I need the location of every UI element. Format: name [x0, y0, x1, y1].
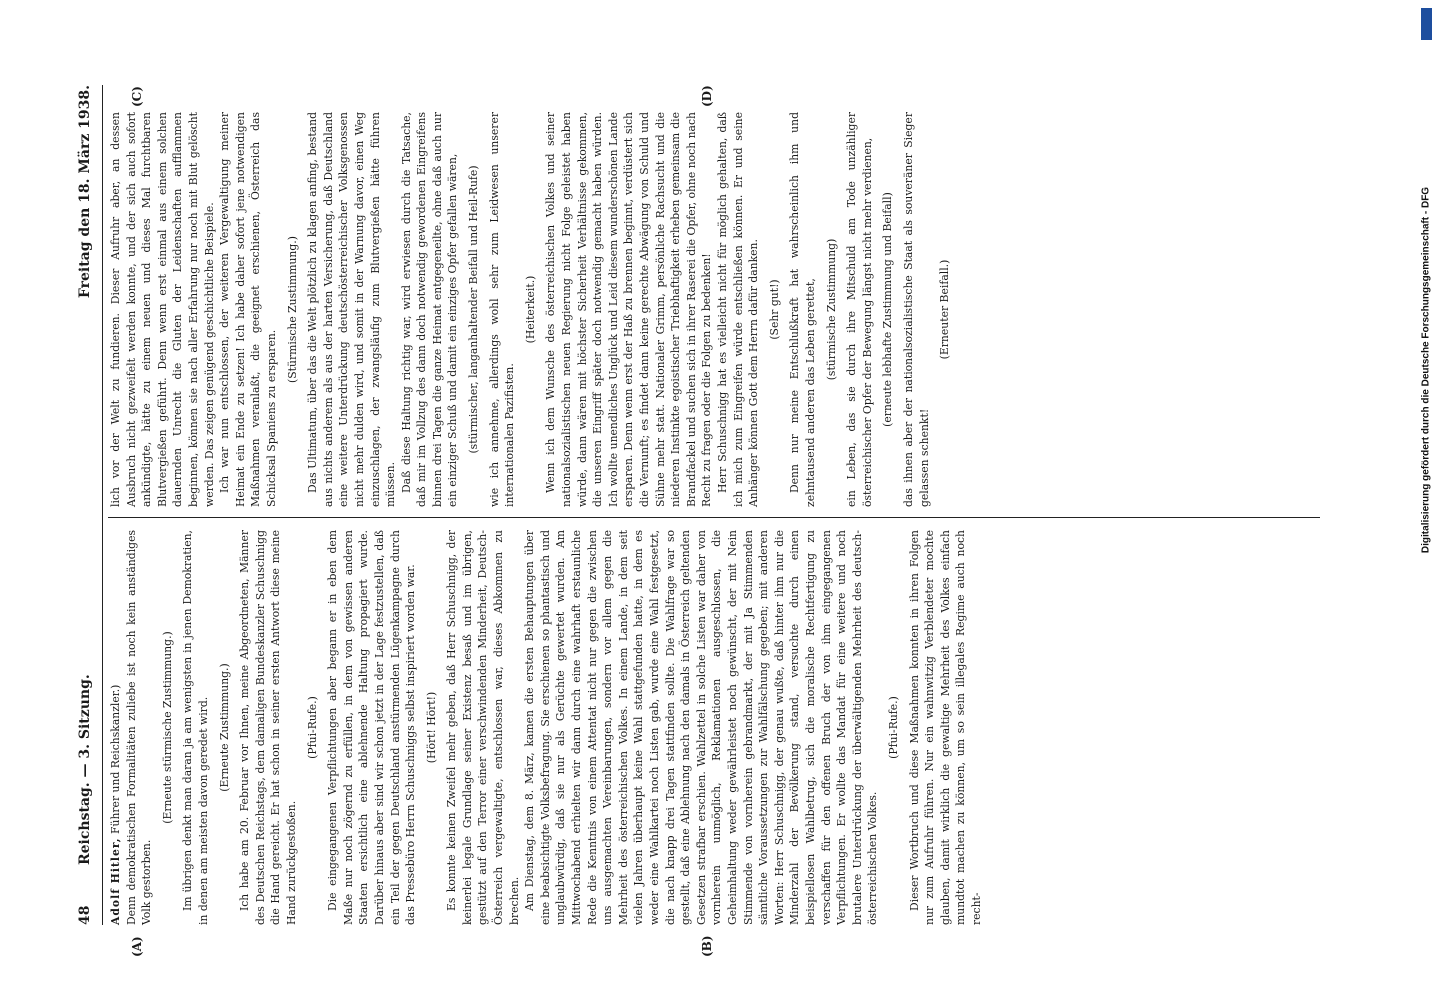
reaction: (Pfui-Rufe.): [886, 696, 900, 759]
paragraph: Ich war nun entschlossen, der weiteren Vergewaltigung meiner Heimat ein Ende zu setzen! Ich habe daher sofort jene notwendigen Maßnahmen veranlaßt, die geeignet erschienen, Österreich das Schicksal Spaniens zu ersparen.: [218, 112, 278, 507]
right-column: [108, 112, 958, 507]
reaction: (Erneuter Beifall.): [938, 259, 952, 360]
paragraph: Dieser Wortbruch und diese Maßnahmen konnten in ihren Folgen nur zum Aufruhr führen. Nur ein wahnwitzig Verblendeter mochte glauben, damit wirklich die gewaltige Mehrheit des Volkes einfach mundtot machen zu können, um so sein illegales Regime auch noch recht-: [907, 530, 983, 925]
paragraph: Wenn ich dem Wunsche des österreichischen Volkes und seiner nationalsozialistischen neuen Regierung nicht Folge geleistet haben würde, dann wären mit höchster Sicherheit Verhältnisse gekommen, die unseren Eingriff später doch notwendig gemacht haben würden. Ich wollte unendliches Unglück und Leid diesem wunderschönen Lande ersparen. Denn wenn erst der Haß zu brennen beginnt, verdüstert sich die Vernunft; es findet dann keine gerechte Abwägung von Schuld und Sühne mehr statt. Nationaler Grimm, persönliche Rachsucht und die niederen Instinkte egoistischer Triebhaftigkeit erheben gemeinsam die Brandfackel und suchen sich in ihrer Raserei die Opfer, ohne noch nach Recht zu fragen oder die Folgen zu bedenken!: [544, 112, 714, 507]
reaction: (Pfui-Rufe.): [305, 696, 319, 759]
rotated-page: [70, 85, 1320, 957]
paragraph: Das Ultimatum, über das die Welt plötzlich zu klagen anfing, bestand aus nichts anderem als aus der harten Versicherung, daß Deutschland eine weitere Unterdrückung deutschösterreichischer Volksgenossen nicht mehr dulden wird, und somit in der Warnung davor, einen Weg einzuschlagen, der zwangsläufig zum Blutvergießen hätte führen müssen.: [306, 112, 398, 507]
paragraph: Daß diese Haltung richtig war, wird erwiesen durch die Tatsache, daß mir im Vollzug des dann doch notwendig gewordenen Eingreifens binnen drei Tagen die ganze Heimat entgegeneilte, ohne daß auch nur ein einziger Schuß und damit ein einziges Opfer gefallen wären,: [399, 112, 460, 507]
paragraph: Die eingegangenen Verpflichtungen aber begann er in eben dem Maße nur noch zögernd zu erfüllen, in dem von gewissen anderen Staaten ersichtlich eine ablehnende Haltung propagiert wurde. Darüber hinaus aber sind wir schon jetzt in der Lage festzustellen, daß ein Teil der gegen Deutschland anstürmenden Lügenkampagne durch das Pressebüro Herrn Schuschniggs selbst inspiriert worden war.: [326, 530, 418, 925]
credit-text: Digitalisierung gefördert durch die Deutsche Forschungsgemeinschaft - DFG: [1420, 186, 1432, 554]
reaction: (Erneute stürmische Zustimmung.): [160, 631, 174, 824]
margin-marker-a: (A): [130, 936, 144, 957]
reaction: (Hört! Hört!): [424, 691, 438, 764]
reaction: (Erneute Zustimmung.): [217, 663, 231, 792]
paragraph: Am Dienstag, dem 8. März, kamen die ersten Behauptungen über eine beabsichtigte Volksbefragung. Sie erschienen so phantastisch und unglaubwürdig, daß sie nur als Gerüchte gewertet wurden. Am Mittwochabend erhielten wir dann durch eine wahrhaft erstaunliche Rede die Kenntnis von einem Attentat nicht nur gegen die zwischen uns ausgemachten Vereinbarungen, sondern vor allem gegen die Mehrheit des österreichischen Volkes. In einem Lande, in dem seit vielen Jahren überhaupt keine Wahl stattgefunden hatte, in dem es weder eine Wahlkartei noch Listen gab, wurde eine Wahl festgesetzt, die nach knapp drei Tagen stattfinden sollte. Die Wahlfrage war so gestellt, daß eine Ablehnung nach den damals in Österreich geltenden Gesetzen strafbar erschien. Wahlzettel in solche Listen war daher von vornherein unmöglich, Reklamationen ausgeschlossen, die Geheimhaltung weder gewährleistet noch gewünscht, der mit Nein Stimmende von vornherein gebrandmarkt, der mit Ja Stimmenden sämtliche Voraussetzungen zur Wahlfälschung gegeben; mit anderen Worten: Herr Schuschnigg, der genau wußte, daß hinter ihm nur die Minderzahl der Bevölkerung stand, versuchte durch einen beispiellosen Wahlbetrug, sich die moralische Rechtfertigung zu verschaffen für den offenen Bruch der von ihm eingegangenen Verpflichtungen. Er wollte das Mandat für eine weitere und noch brutalere Unterdrückung der überwältigenden Mehrheit des deutsch-österreichischen Volkes.: [523, 530, 880, 925]
page-number: 48: [77, 905, 93, 925]
digitization-credit: [1418, 10, 1434, 730]
paragraph: Ich habe am 20. Februar vor Ihnen, meine Abgeordneten, Männer des Deutschen Reichstags, dem damaligen Bundeskanzler Schuschnigg die Hand gereicht. Er hat schon in seiner ersten Antwort diese meine Hand zurückgestoßen.: [238, 530, 298, 925]
speaker-name: Adolf Hitler,: [109, 837, 122, 925]
paragraph: lich vor der Welt zu fundieren. Dieser Aufruhr aber, an dessen Ausbruch nicht gezweifelt werden konnte, und der sich auch sofort ankündigte, hätte zu einem neuen und dieses Mal furchtbaren Blutvergießen geführt. Denn wenn erst einmal aus einem solchen dauernden Unrecht die Gluten der Leidenschaften aufflammen beginnen, können sie nach aller Erfahrung nur noch mit Blut gelöscht werden. Das zeigen genügend geschichtliche Beispiele.: [109, 112, 216, 507]
header-rule: [102, 85, 103, 925]
reaction: (stürmische Zustimmung): [824, 238, 838, 381]
page-title: Reichstag. — 3. Sitzung.: [77, 674, 93, 865]
session-date: Freitag den 18. März 1938.: [77, 85, 93, 299]
page-header: [70, 85, 100, 925]
margin-marker-b: (B): [700, 935, 714, 957]
left-column: [108, 530, 984, 925]
paragraph: Es konnte keinen Zweifel mehr geben, daß Herr Schuschnigg, der keinerlei legale Grundlage seiner Existenz besaß und im übrigen, gestützt auf den Terror einer verschwindenden Minderheit, Deutsch-Österreich vergewaltigte, entschlossen war, dieses Abkommen zu brechen.: [445, 530, 521, 925]
paragraph: Im übrigen denkt man daran ja am wenigsten in jenen Demokratien, in denen am meisten davon geredet wird.: [181, 530, 210, 925]
reaction: (Heiterkeit.): [523, 275, 537, 344]
paragraph: ein Leben, das sie durch ihre Mitschuld am Tode unzähliger österreichischer Opfer der Bewegung längst nicht mehr verdienen,: [845, 112, 874, 507]
paragraph: das ihnen aber der nationalsozialistische Staat als souveräner Sieger gelassen schenkt!: [901, 112, 931, 507]
margin-marker-c: (C): [130, 86, 144, 107]
paragraph: Herr Schuschnigg hat es vielleicht nicht für möglich gehalten, daß ich mich zum Eingreifen würde entschließen können. Er und seine Anhänger können Gott dem Herrn dafür danken.: [715, 112, 761, 507]
reaction: (Stürmische Zustimmung.): [285, 236, 299, 383]
paragraph: Denn demokratischen Formalitäten zuliebe ist noch kein anständiges Volk gestorben.: [124, 530, 154, 925]
margin-marker-d: (D): [700, 85, 714, 107]
speaker-line: [108, 530, 124, 925]
speaker-role: Führer und Reichskanzler.): [109, 684, 122, 834]
paragraph: wie ich annehme, allerdings wohl sehr zum Leidwesen unserer internationalen Pazifisten.: [487, 112, 517, 507]
reaction: (Sehr gut!): [767, 279, 781, 340]
reaction: (erneute lebhafte Zustimmung und Beifall): [881, 192, 895, 427]
column-divider: [108, 517, 1320, 518]
reaction: (stürmischer, langanhaltender Beifall und Heil-Rufe): [467, 165, 481, 454]
paragraph: Denn nur meine Entschlußkraft hat wahrscheinlich ihm und zehntausend anderen das Leben gerettet,: [788, 112, 817, 507]
